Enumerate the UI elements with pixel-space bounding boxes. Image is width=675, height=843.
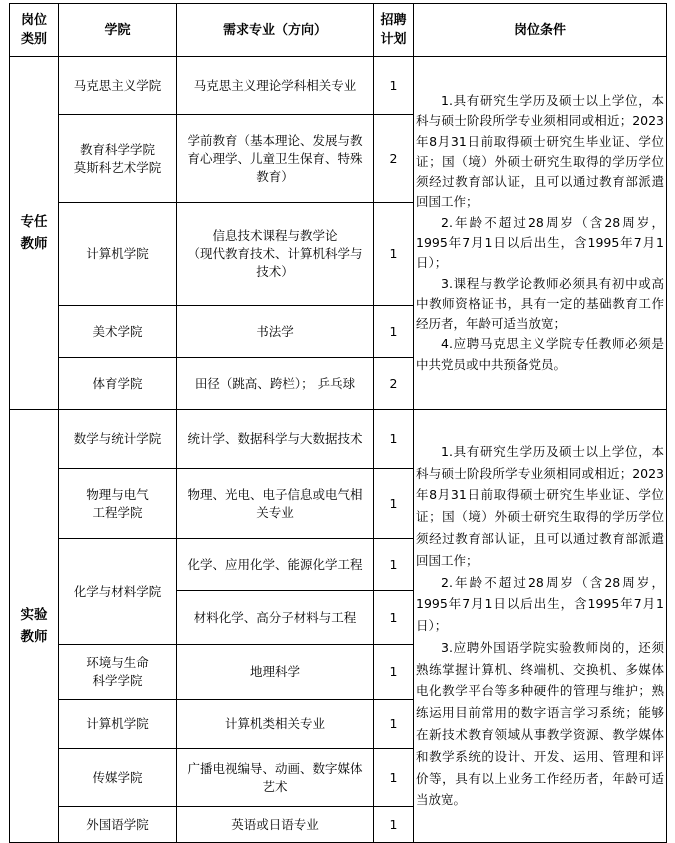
plan-cell: 1 bbox=[374, 700, 414, 749]
table-row bbox=[10, 57, 667, 115]
college-cell: 教育科学学院 莫斯科艺术学院 bbox=[59, 115, 177, 203]
major-cell: 信息技术课程与教学论 （现代教育技术、计算机科学与 技术） bbox=[177, 203, 374, 306]
plan-cell: 1 bbox=[374, 410, 414, 469]
major-cell: 书法学 bbox=[177, 306, 374, 358]
major-cell: 马克思主义理论学科相关专业 bbox=[177, 57, 374, 115]
college-cell: 环境与生命 科学学院 bbox=[59, 645, 177, 700]
condition-item: 4.应聘马克思主义学院专任教师必须是中共党员或中共预备党员。 bbox=[416, 336, 664, 372]
condition-item: 2.年龄不超过28周岁（含28周岁，1995年7月1日以后出生，含1995年7月1日）； bbox=[416, 574, 664, 634]
header-plan: 招聘 计划 bbox=[374, 4, 414, 57]
college-cell: 化学与材料学院 bbox=[59, 539, 177, 645]
condition-item: 3.应聘外国语学院实验教师岗的，还须熟练掌握计算机、终端机、交换机、多媒体电化教学平台等多种硬件的管理与维护；熟练运用目前常用的数字语言学习系统；能够在新技术教育领域从事教学资源、教学媒体和教学系统的设计、开发、运用、管理和评价等，具有以上业务工作经历者，年龄可适当放宽。 bbox=[416, 639, 664, 808]
plan-cell: 1 bbox=[374, 306, 414, 358]
plan-cell: 1 bbox=[374, 203, 414, 306]
major-cell: 田径（跳高、跨栏）； 乒乓球 bbox=[177, 358, 374, 410]
header-college: 学院 bbox=[59, 4, 177, 57]
table-row bbox=[10, 410, 667, 469]
college-cell: 物理与电气 工程学院 bbox=[59, 469, 177, 539]
major-cell: 广播电视编导、动画、数字媒体 艺术 bbox=[177, 749, 374, 807]
plan-cell: 2 bbox=[374, 115, 414, 203]
header-conditions: 岗位条件 bbox=[414, 4, 667, 57]
college-cell: 美术学院 bbox=[59, 306, 177, 358]
college-cell: 体育学院 bbox=[59, 358, 177, 410]
college-cell: 数学与统计学院 bbox=[59, 410, 177, 469]
plan-cell: 1 bbox=[374, 539, 414, 591]
condition-item: 3.课程与教学论教师必须具有初中或高中教师资格证书，具有一定的基础教育工作经历者，年龄可适当放宽； bbox=[416, 275, 664, 332]
plan-cell: 1 bbox=[374, 807, 414, 843]
condition-item: 1.具有研究生学历及硕士以上学位，本科与硕士阶段所学专业须相同或相近；2023年8月31日前取得硕士研究生毕业证、学位证；国（境）外硕士研究生取得的学历学位须经过教育部认证，且可以通过教育部派遣回国工作； bbox=[416, 443, 664, 568]
major-cell: 学前教育（基本理论、发展与教 育心理学、儿童卫生保育、特殊 教育） bbox=[177, 115, 374, 203]
condition-item: 1.具有研究生学历及硕士以上学位，本科与硕士阶段所学专业须相同或相近；2023年8月31日前取得硕士研究生毕业证、学位证；国（境）外硕士研究生取得的学历学位须经过教育部认证，且可以通过教育部派遣回国工作； bbox=[416, 92, 664, 210]
major-cell: 地理科学 bbox=[177, 645, 374, 700]
category-cell: 专任 教师 bbox=[10, 57, 59, 410]
header-major: 需求专业（方向） bbox=[177, 4, 374, 57]
major-cell: 统计学、数据科学与大数据技术 bbox=[177, 410, 374, 469]
header-category: 岗位 类别 bbox=[10, 4, 59, 57]
plan-cell: 1 bbox=[374, 591, 414, 645]
major-cell: 化学、应用化学、能源化学工程 bbox=[177, 539, 374, 591]
plan-cell: 1 bbox=[374, 469, 414, 539]
major-cell: 英语或日语专业 bbox=[177, 807, 374, 843]
category-cell: 实验 教师 bbox=[10, 410, 59, 843]
recruitment-table bbox=[9, 3, 667, 843]
college-cell: 传媒学院 bbox=[59, 749, 177, 807]
college-cell: 计算机学院 bbox=[59, 700, 177, 749]
header-row bbox=[10, 4, 667, 57]
college-cell: 外国语学院 bbox=[59, 807, 177, 843]
conditions-cell bbox=[414, 410, 667, 843]
plan-cell: 1 bbox=[374, 749, 414, 807]
major-cell: 计算机类相关专业 bbox=[177, 700, 374, 749]
condition-item: 2.年龄不超过28周岁（含28周岁，1995年7月1日以后出生，含1995年7月1日）； bbox=[416, 214, 664, 271]
major-cell: 材料化学、高分子材料与工程 bbox=[177, 591, 374, 645]
college-cell: 马克思主义学院 bbox=[59, 57, 177, 115]
plan-cell: 1 bbox=[374, 57, 414, 115]
conditions-cell bbox=[414, 57, 667, 410]
major-cell: 物理、光电、电子信息或电气相 关专业 bbox=[177, 469, 374, 539]
plan-cell: 1 bbox=[374, 645, 414, 700]
college-cell: 计算机学院 bbox=[59, 203, 177, 306]
plan-cell: 2 bbox=[374, 358, 414, 410]
